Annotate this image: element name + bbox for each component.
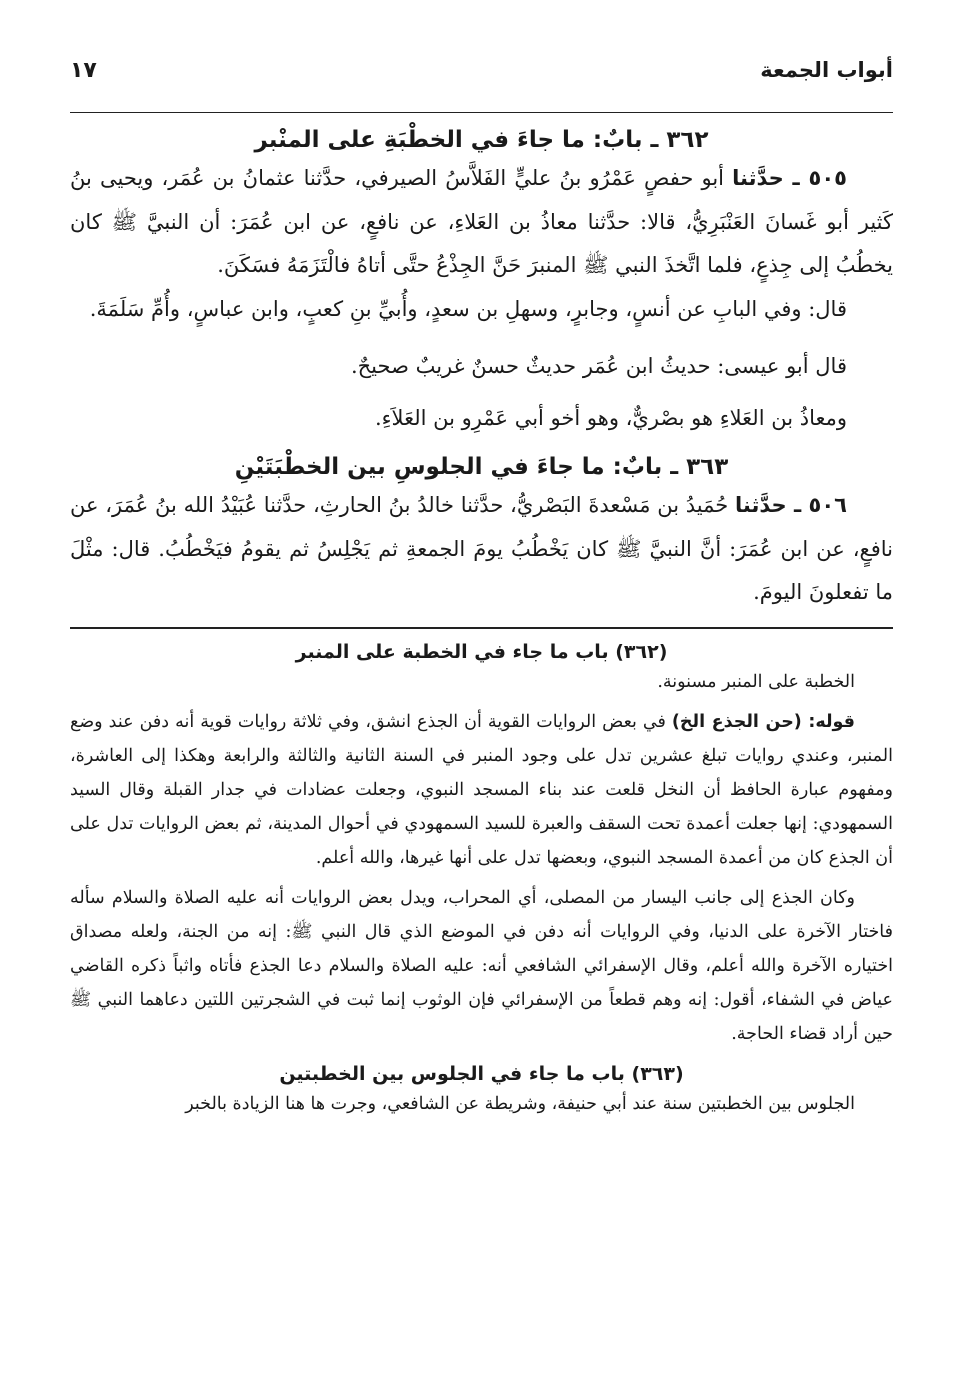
muadh-note: ومعاذُ بن العَلاءِ هو بصْريٌّ، وهو أخو أبي عَمْرِو بن العَلاَءِ.	[375, 405, 847, 430]
commentary-p1: الخطبة على المنبر مسنونة.	[657, 671, 855, 692]
commentary-p2-lead: قوله: (حن الجذع الخ)	[671, 711, 855, 732]
header-rule	[70, 112, 893, 113]
commentary-362-title: (٣٦٢) باب ما جاء في الخطبة على المنبر	[295, 640, 668, 663]
chapter-362-title: ٣٦٢ ـ بابٌ: ما جاءَ في الخطْبَةِ على المنْبر	[254, 127, 709, 153]
spacer	[70, 331, 893, 345]
commentary-363-title: (٣٦٣) باب ما جاء في الجلوس بين الخطبتين	[279, 1062, 684, 1085]
hadith-505	[70, 157, 893, 288]
commentary-p2	[70, 705, 893, 875]
running-header	[70, 58, 893, 98]
hadith-505-text: أبو حفصٍ عَمْرُو بنُ عليٍّ الفَلاَّسُ الصيرفي، حدَّثنا عثمانُ بن عُمَر، ويحيى بنُ كَثير أبو غَسانَ العَنْبَرِيُّ، قالا: حدَّثنا معاذُ بن العَلاءِ، عن نافعٍ، عن ابن عُمَرَ: أن النبيَّ ﷺ كان يخطُبُ إلى جِذعٍ، فلما اتَّخذَ النبي ﷺ المنبرَ حَنَّ الجِذْعُ حتَّى أتاهُ فالْتَزَمَهُ فسَكَنَ.	[70, 166, 893, 277]
abu-isa-ruling: قال أبو عيسى: حديثُ ابن عُمَر حديثٌ حسنٌ غريبٌ صحيحٌ.	[350, 354, 847, 378]
commentary-p2-text: في بعض الروايات القوية أن الجذع انشق، وفي ثلاثة روايات قوية أنه دفن عند وضع المنبر، وعندي روايات تبلغ عشرين تدل على وجود المنبر في السنة الثانية والثالثة والرابعة وهكذا إلى العاشرة، ومفهوم عبارة الحافظ أن النخل قلعت عند بناء المسجد النبوي، وجعلت عضادات في جدار القبلة وقال السيد السمهودي: إنها جعلت أعمدة تحت السقف والعبرة للسيد السمهودي في أحوال المدينة، ثم بعض الروايات تدل على أن الجذع كان من أعمدة المسجد النبوي، وبعضها تدل على أنها غيرها، والله أعلم.	[70, 711, 893, 868]
footnote-divider	[70, 627, 893, 629]
chapter-363-title: ٣٦٣ ـ بابٌ: ما جاءَ في الجلوسِ بين الخطْبَتَيْنِ	[234, 454, 729, 480]
bab-note: قال: وفي البابِ عن أنسٍ، وجابرٍ، وسهلِ بن سعدٍ، وأُبيِّ بنِ كعبٍ، وابن عباسٍ، وأُمِّ سَلَمَةَ.	[89, 296, 847, 321]
spacer	[70, 389, 893, 397]
commentary-p3: وكان الجذع إلى جانب اليسار من المصلى، أي المحراب، ويدل بعض الروايات أنه عليه الصلاة والسلام سأله فاختار الآخرة على الدنيا، وفي الروايات أنه دفن في الموضع الذي قال النبي ﷺ: إنه من الجنة، ولعله مصداق اختياره الآخرة والله أعلم، وقال الإسفرائي الشافعي أنه: عليه الصلاة والسلام دعا الجذع فأتاه واثباً ذكره القاضي عياض في الشفاء، أقول: إنه وهم قطعاً من الإسفرائي فإن الوثوب إنما ثبت في الشجرتين اللتين دعاهما النبي ﷺ حين أراد قضاء الحاجة.	[70, 887, 893, 1044]
hadith-506	[70, 484, 893, 615]
running-title: أبواب الجمعة	[760, 58, 893, 82]
page-number: ١٧	[70, 58, 97, 83]
hadith-505-lead: ٥٠٥ ـ حدَّثنا	[732, 166, 847, 190]
hadith-506-lead: ٥٠٦ ـ حدَّثنا	[735, 493, 847, 517]
book-page	[70, 58, 893, 1371]
hadith-506-text: حُمَيدُ بن مَسْعدةَ البَصْريُّ، حدَّثنا خالدُ بنُ الحارثِ، حدَّثنا عُبَيْدُ الله بنُ عُمَرَ، عن نافعٍ، عن ابن عُمَرَ: أنَّ النبيَّ ﷺ كان يَخْطُبُ يومَ الجمعةِ ثم يَجْلِسُ ثم يقومُ فيَخْطُبُ. قال: مثْلَ ما تفعلونَ اليومَ.	[70, 493, 893, 604]
commentary-p4: الجلوس بين الخطبتين سنة عند أبي حنيفة، وشريطة عن الشافعي، وجرت ها هنا الزيادة بالخبر	[185, 1093, 855, 1114]
